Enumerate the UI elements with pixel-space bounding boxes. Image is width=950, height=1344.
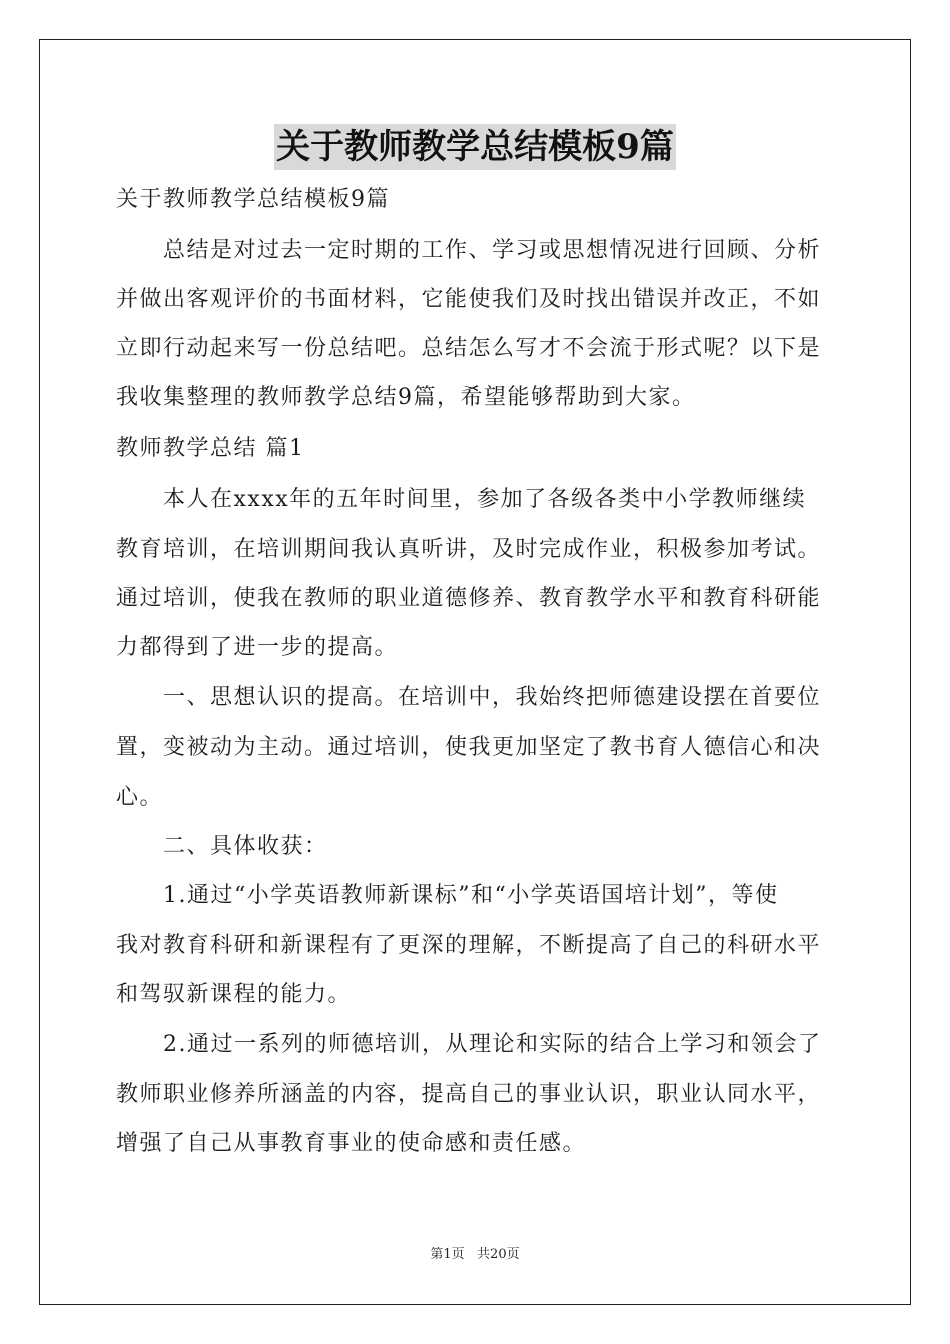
body-line-8: 二、具体收获： xyxy=(116,834,328,859)
page-border xyxy=(39,39,911,1305)
intro-line-2: 并做出客观评价的书面材料，它能使我们及时找出错误并改正，不如 xyxy=(116,287,822,312)
intro-line-3: 立即行动起来写一份总结吧。总结怎么写才不会流于形式呢？以下是 xyxy=(116,336,822,361)
intro-line-4: 我收集整理的教师教学总结9篇，希望能够帮助到大家。 xyxy=(116,385,696,410)
title-container xyxy=(0,124,950,170)
body-line-11: 和驾驭新课程的能力。 xyxy=(116,982,352,1007)
section-heading: 教师教学总结 篇1 xyxy=(116,436,305,461)
document-title: 关于教师教学总结模板9篇 xyxy=(274,124,676,170)
body-line-5: 一、思想认识的提高。在培训中，我始终把师德建设摆在首要位 xyxy=(116,685,822,710)
subtitle-line: 关于教师教学总结模板9篇 xyxy=(116,187,390,212)
page-footer: 第1页 共20页 xyxy=(430,1247,520,1262)
body-line-3: 通过培训，使我在教师的职业道德修养、教育教学水平和教育科研能 xyxy=(116,586,822,611)
body-line-6: 置，变被动为主动。通过培训，使我更加坚定了教书育人德信心和决 xyxy=(116,735,822,760)
body-line-9: 1.通过“小学英语教师新课标”和“小学英语国培计划”，等使 xyxy=(116,883,779,908)
body-line-4: 力都得到了进一步的提高。 xyxy=(116,635,399,660)
body-line-1: 本人在xxxx年的五年时间里，参加了各级各类中小学教师继续 xyxy=(116,487,807,512)
intro-line-1: 总结是对过去一定时期的工作、学习或思想情况进行回顾、分析 xyxy=(116,238,822,263)
body-line-2: 教育培训，在培训期间我认真听讲，及时完成作业，积极参加考试。 xyxy=(116,537,822,562)
body-line-14: 增强了自己从事教育事业的使命感和责任感。 xyxy=(116,1131,587,1156)
body-line-7: 心。 xyxy=(116,785,164,810)
body-line-12: 2.通过一系列的师德培训，从理论和实际的结合上学习和领会了 xyxy=(116,1032,822,1057)
body-line-13: 教师职业修养所涵盖的内容，提高自己的事业认识，职业认同水平， xyxy=(116,1082,822,1107)
body-line-10: 我对教育科研和新课程有了更深的理解，不断提高了自己的科研水平 xyxy=(116,933,822,958)
